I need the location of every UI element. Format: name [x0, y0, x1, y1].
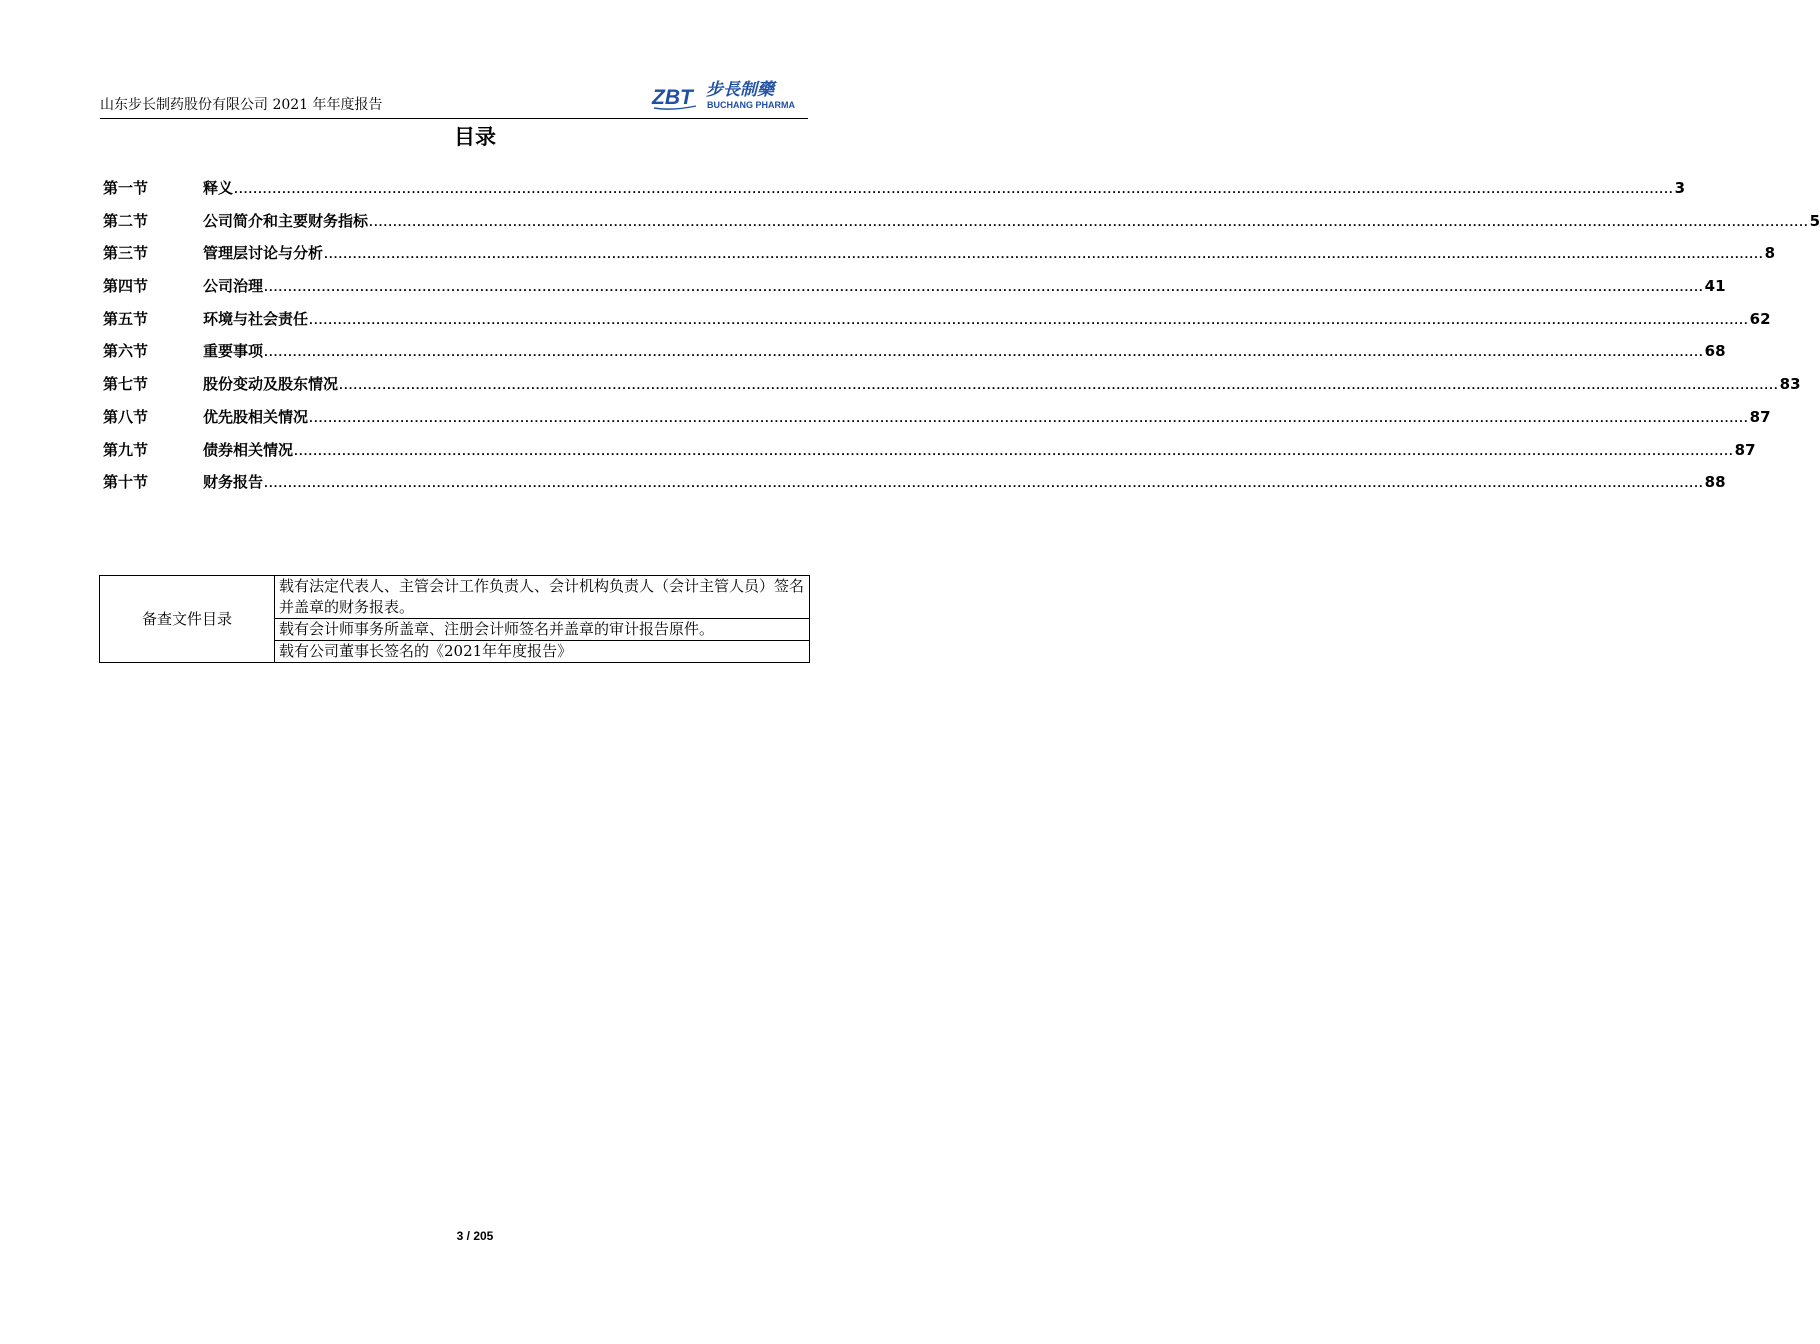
toc-entry[interactable]: [103, 305, 1771, 338]
toc-section-number: 第七节: [103, 375, 149, 394]
toc-page-number[interactable]: 83: [1779, 375, 1801, 394]
toc-page-number[interactable]: 8: [1764, 244, 1776, 263]
toc-entry[interactable]: [103, 436, 1756, 469]
toc-dot-leader: ............................................................................................................................................................................................................................................................................................................: [309, 315, 1749, 327]
toc-entry[interactable]: [103, 337, 1726, 370]
toc-section-name[interactable]: 优先股相关情况: [203, 407, 309, 426]
toc-section-name[interactable]: 释义: [203, 179, 234, 197]
toc-section-name[interactable]: 债券相关情况: [203, 440, 294, 459]
toc-entry[interactable]: [103, 207, 1820, 240]
toc-page-number[interactable]: 41: [1704, 277, 1726, 296]
reference-docs-label: 备查文件目录: [100, 576, 275, 663]
toc-section-number: 第五节: [103, 309, 149, 328]
toc-dot-leader: ............................................................................................................................................................................................................................................................................................................: [309, 413, 1749, 425]
toc-page-number[interactable]: 88: [1704, 473, 1726, 492]
toc-section-number: 第十节: [103, 473, 149, 492]
company-logo: [652, 78, 800, 114]
toc-dot-leader: ............................................................................................................................................................................................................................................................................................................: [264, 348, 1704, 360]
page-number: 3 / 205: [456, 1229, 494, 1243]
logo-en: BUCHANG PHARMA: [707, 100, 795, 110]
toc-section-name[interactable]: 股份变动及股东情况: [203, 375, 339, 394]
toc-title: 目录: [454, 125, 496, 149]
toc-section-name[interactable]: 财务报告: [203, 473, 264, 492]
page-header: [100, 76, 808, 119]
toc-section-name[interactable]: 公司治理: [203, 277, 264, 296]
toc-page-number[interactable]: 87: [1734, 440, 1756, 459]
toc-section-name[interactable]: 环境与社会责任: [203, 309, 309, 328]
toc-section-number: 第六节: [103, 342, 149, 361]
table-of-contents: [103, 174, 1820, 501]
reference-documents-table: [99, 575, 810, 663]
logo-mark: ZBT: [652, 86, 693, 109]
toc-dot-leader: ............................................................................................................................................................................................................................................................................................................: [234, 185, 1674, 196]
toc-entry[interactable]: [103, 403, 1771, 436]
logo-cn: 步長制藥: [706, 80, 774, 100]
reference-doc-item: 载有会计师事务所盖章、注册会计师签名并盖章的审计报告原件。: [275, 619, 810, 641]
toc-section-name[interactable]: 公司简介和主要财务指标: [203, 211, 369, 230]
toc-section-name[interactable]: 管理层讨论与分析: [203, 244, 324, 263]
toc-page-number[interactable]: 68: [1704, 342, 1726, 361]
toc-entry[interactable]: [103, 370, 1801, 403]
toc-dot-leader: ............................................................................................................................................................................................................................................................................................................: [264, 479, 1704, 491]
toc-entry[interactable]: [103, 174, 1686, 207]
toc-page-number[interactable]: 62: [1749, 309, 1771, 328]
reference-doc-item: 载有法定代表人、主管会计工作负责人、会计机构负责人（会计主管人员）签名并盖章的财务报表。: [275, 576, 810, 619]
reference-doc-item: 载有公司董事长签名的《2021年年度报告》: [275, 641, 810, 663]
header-report-title: 山东步长制药股份有限公司 2021 年年度报告: [100, 97, 383, 113]
toc-section-number: 第八节: [103, 407, 149, 426]
toc-dot-leader: ............................................................................................................................................................................................................................................................................................................: [264, 283, 1704, 295]
toc-section-number: 第三节: [103, 244, 149, 263]
toc-section-number: 第一节: [103, 179, 149, 197]
toc-section-number: 第九节: [103, 440, 149, 459]
toc-entry[interactable]: [103, 239, 1776, 272]
toc-page-number[interactable]: 87: [1749, 407, 1771, 426]
toc-entry[interactable]: [103, 468, 1726, 501]
toc-entry[interactable]: [103, 272, 1726, 305]
toc-section-name[interactable]: 重要事项: [203, 342, 264, 361]
toc-dot-leader: ............................................................................................................................................................................................................................................................................................................: [369, 217, 1809, 229]
toc-page-number[interactable]: 5: [1809, 211, 1820, 230]
toc-page-number[interactable]: 3: [1674, 179, 1686, 197]
toc-section-number: 第二节: [103, 211, 149, 230]
toc-dot-leader: ............................................................................................................................................................................................................................................................................................................: [324, 250, 1764, 262]
toc-section-number: 第四节: [103, 277, 149, 296]
table-row: [100, 576, 810, 619]
toc-dot-leader: ............................................................................................................................................................................................................................................................................................................: [339, 381, 1779, 393]
toc-dot-leader: ............................................................................................................................................................................................................................................................................................................: [294, 446, 1734, 458]
